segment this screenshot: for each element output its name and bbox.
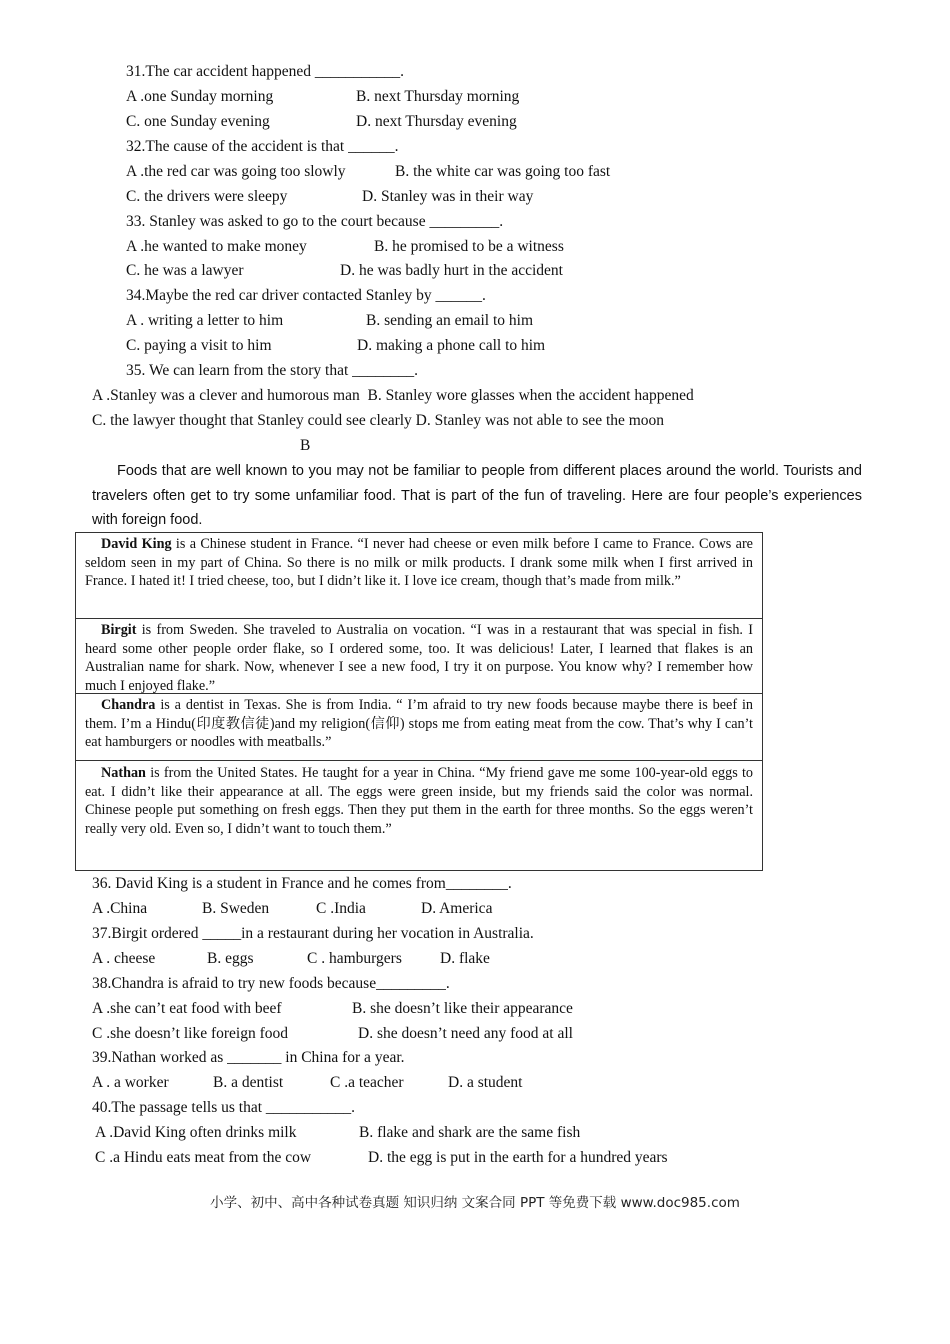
- option-d: D. a student: [448, 1074, 523, 1091]
- option-d: D. Stanley was in their way: [362, 188, 534, 205]
- question-stem: 35. We can learn from the story that ________.: [126, 362, 419, 379]
- question-stem: 38.Chandra is afraid to try new foods because_________.: [92, 975, 450, 992]
- option-b: B. flake and shark are the same fish: [359, 1124, 581, 1141]
- option-d: D. she doesn’t need any food at all: [358, 1025, 573, 1042]
- option-b: B. sending an email to him: [366, 312, 534, 329]
- option-b: B. a dentist: [213, 1074, 284, 1091]
- option-a: A . writing a letter to him: [126, 312, 284, 329]
- option-c: C .India: [316, 900, 366, 917]
- option-b: B. next Thursday morning: [356, 88, 520, 105]
- option-d: D. America: [421, 900, 493, 917]
- option-d: D. making a phone call to him: [357, 337, 546, 354]
- option-a: A .one Sunday morning: [126, 88, 274, 105]
- story-box: [75, 693, 763, 760]
- option-c: C. he was a lawyer: [126, 262, 244, 279]
- section-b-label: B: [300, 437, 311, 454]
- option-c: C .a teacher: [330, 1074, 404, 1091]
- option-d: D. next Thursday evening: [356, 113, 517, 130]
- option-c: C .a Hindu eats meat from the cow: [95, 1149, 312, 1166]
- option-c: C. the drivers were sleepy: [126, 188, 288, 205]
- story-text: is from the United States. He taught for a year in China. “My friend gave me some 100-year-old eggs to eat. I didn’t like their appearance at all. The eggs were green inside, but my friends said the color was normal. Chinese people put something on fresh eggs. Then they put them in the earth for three months. So the eggs weren’t really very old. Even so, I didn’t want to touch them.”: [85, 765, 753, 837]
- story-name: Chandra: [101, 697, 156, 713]
- option-a: A . cheese: [92, 950, 156, 967]
- story-text: is a Chinese student in France. “I never had cheese or even milk before I came to France. Cows are seldom seen in my part of China. So there is no milk or milk products. I drank some milk when I first arrived in France. I hated it! I tried cheese, too, but I didn’t like it. I love ice cream, though that’s made from milk.”: [85, 536, 753, 589]
- story-text: is from Sweden. She traveled to Australia on vocation. “I was in a restaurant that was special in fish. I heard some other people order flake, so I ordered some, too. It was delicious! Later, I learned that flakes is an Australian name for shark. Now, whenever I see a new food, I try it on purpose. You know why? I remember how much I enjoyed flake.”: [85, 622, 753, 694]
- option-b: B. Sweden: [202, 900, 270, 917]
- story-name: David King: [101, 536, 172, 552]
- option-d: D. the egg is put in the earth for a hundred years: [368, 1149, 668, 1166]
- option-a: A . a worker: [92, 1074, 169, 1091]
- story-name: Nathan: [101, 765, 146, 781]
- option-c: C .she doesn’t like foreign food: [92, 1025, 289, 1042]
- question-stem: 32.The cause of the accident is that ______.: [126, 138, 399, 155]
- option-b: B. he promised to be a witness: [374, 238, 564, 255]
- option-a: A .she can’t eat food with beef: [92, 1000, 282, 1017]
- option-c: C . hamburgers: [307, 950, 402, 967]
- option-a: A .China: [92, 900, 148, 917]
- question-stem: 33. Stanley was asked to go to the court because _________.: [126, 213, 504, 230]
- option-b: B. she doesn’t like their appearance: [352, 1000, 573, 1017]
- option-b: B. eggs: [207, 950, 254, 967]
- story-box: [75, 532, 763, 618]
- option-d: D. flake: [440, 950, 490, 967]
- section-b-intro: Foods that are well known to you may not be familiar to people from different places around the world. Tourists and travelers often get to try some unfamiliar food. That is part of the fun of traveling. Here are four people’s experiences with foreign food.: [92, 463, 862, 528]
- story-box: [75, 618, 763, 693]
- question-stem: 34.Maybe the red car driver contacted Stanley by ______.: [126, 287, 486, 304]
- question-stem: 40.The passage tells us that ___________.: [92, 1099, 356, 1116]
- option-c: C. paying a visit to him: [126, 337, 272, 354]
- story-box: [75, 760, 763, 871]
- question-stem: 37.Birgit ordered _____in a restaurant during her vocation in Australia.: [92, 925, 534, 942]
- question-stem: 36. David King is a student in France and he comes from________.: [92, 875, 512, 892]
- option-ab: A .Stanley was a clever and humorous man B. Stanley wore glasses when the accident happened: [92, 387, 694, 404]
- option-a: A .David King often drinks milk: [95, 1124, 297, 1141]
- story-name: Birgit: [101, 622, 137, 638]
- question-stem: 31.The car accident happened ___________.: [126, 63, 405, 80]
- option-c: C. one Sunday evening: [126, 113, 270, 130]
- story-text: is a dentist in Texas. She is from India. “ I’m afraid to try new foods because maybe there is beef in them. I’m a Hindu(印度教信徒)and my religion(信仰) stops me from eating meat from the cow. That’s why I can’t eat hamburgers or noodles with meatballs.”: [85, 697, 753, 750]
- option-cd: C. the lawyer thought that Stanley could see clearly D. Stanley was not able to see the moon: [92, 412, 665, 429]
- question-stem: 39.Nathan worked as _______ in China for a year.: [92, 1049, 405, 1066]
- option-a: A .the red car was going too slowly: [126, 163, 346, 180]
- page-footer: 小学、初中、高中各种试卷真题 知识归纳 文案合同 PPT 等免费下载 www.doc985.com: [210, 1195, 740, 1211]
- option-d: D. he was badly hurt in the accident: [340, 262, 563, 279]
- option-a: A .he wanted to make money: [126, 238, 307, 255]
- option-b: B. the white car was going too fast: [395, 163, 611, 180]
